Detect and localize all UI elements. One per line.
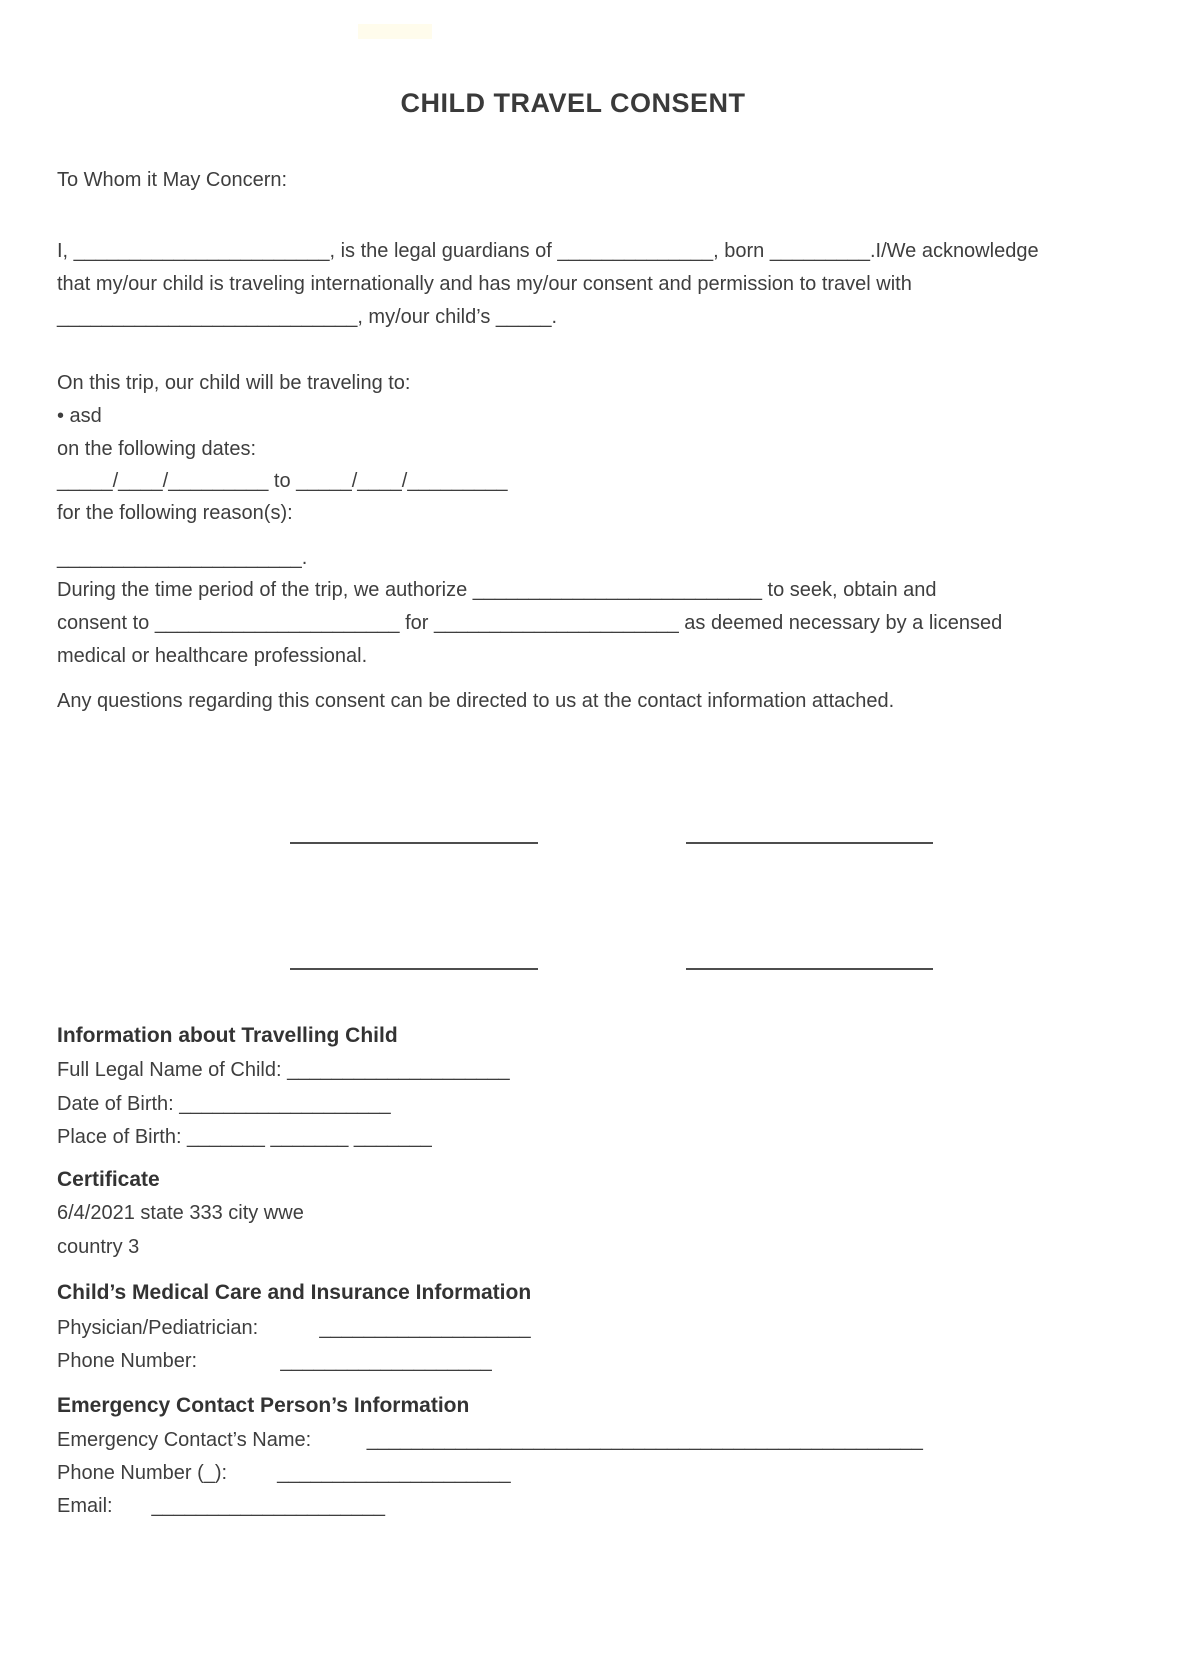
child-full-name-row: Full Legal Name of Child: ____________________ [57,1059,510,1081]
trip-reason-blank: ______________________. [57,547,308,569]
authorization-line-2: consent to ______________________ for ______________________ as deemed necessary by a licensed [57,612,1003,634]
trip-destination-item: • asd [57,405,102,427]
medical-physician-row: Physician/Pediatrician: ___________________ [57,1317,531,1339]
emergency-phone-row: Phone Number (_): _____________________ [57,1462,511,1484]
emergency-contact-name-row: Emergency Contact’s Name: __________________________________________________ [57,1429,923,1451]
questions-note: Any questions regarding this consent can be directed to us at the contact information attached. [57,690,895,712]
signature-line-4 [686,946,933,970]
trip-dates-line: _____/____/_________ to _____/____/_________ [57,470,508,492]
certificate-line-1: 6/4/2021 state 333 city wwe [57,1202,304,1224]
intro-line-1: I, _______________________, is the legal guardians of ______________, born _________.I/We acknowledge [57,240,1039,262]
child-date-of-birth-row: Date of Birth: ___________________ [57,1093,391,1115]
medical-heading: Child’s Medical Care and Insurance Information [57,1281,532,1304]
child-place-of-birth-row: Place of Birth: _______ _______ _______ [57,1126,432,1148]
signature-line-1 [290,820,538,844]
signature-line-3 [290,946,538,970]
document-title: CHILD TRAVEL CONSENT [400,88,746,118]
child-info-heading: Information about Travelling Child [57,1024,398,1047]
authorization-line-1: During the time period of the trip, we authorize __________________________ to seek, obtain and [57,579,937,601]
certificate-heading: Certificate [57,1168,160,1191]
intro-line-3: ___________________________, my/our child’s _____. [57,306,558,328]
trip-reason-label: for the following reason(s): [57,502,293,524]
certificate-line-2: country 3 [57,1236,140,1258]
signature-line-2 [686,820,933,844]
faint-watermark [358,24,432,39]
trip-dates-label: on the following dates: [57,438,257,460]
salutation: To Whom it May Concern: [57,169,288,191]
emergency-email-row: Email: _____________________ [57,1495,386,1517]
emergency-heading: Emergency Contact Person’s Information [57,1394,470,1417]
intro-line-2: that my/our child is traveling internationally and has my/our consent and permission to travel with [57,273,912,295]
authorization-line-3: medical or healthcare professional. [57,645,368,667]
medical-phone-row: Phone Number: ___________________ [57,1350,492,1372]
trip-destination-label: On this trip, our child will be traveling to: [57,372,411,394]
